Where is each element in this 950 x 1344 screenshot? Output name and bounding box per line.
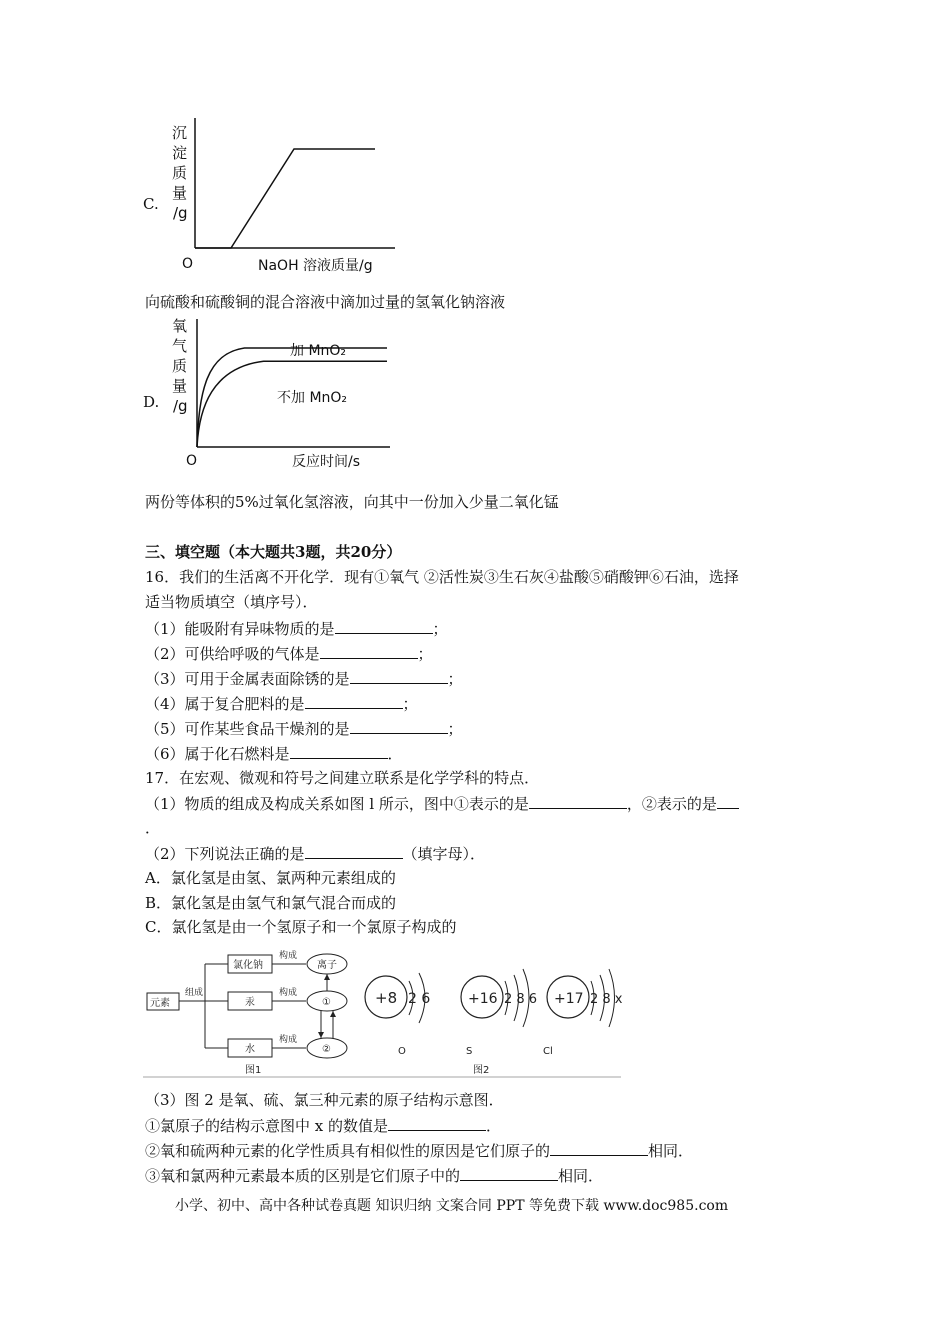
chart-c-caption: 向硫酸和硫酸铜的混合溶液中滴加过量的氢氧化钠溶液 [145,293,506,311]
sulfur-nucleus-charge: +16 [468,991,498,1007]
chart-d-origin: O [186,453,198,469]
q16-item-text: （6）属于化石燃料是 [145,745,290,763]
section-heading: 三、填空题（本大题共3题，共20分） [145,543,402,561]
q16-stem-line2: 适当物质填空（填序号）． [145,593,318,611]
answer-blank[interactable] [529,793,627,809]
q17-sub2 [145,1140,693,1161]
chart-d-ylabel-char: 量 [172,377,188,395]
answer-blank[interactable] [335,618,433,634]
answer-blank[interactable] [717,793,739,809]
answer-blank[interactable] [305,693,403,709]
chart-d-ylabel-char: 质 [172,357,188,375]
q17-stem: 17．在宏观、微观和符号之间建立联系是化学学科的特点． [145,769,540,787]
q17-option-b: B．氯化氢是由氢气和氯气混合而成的 [145,894,397,912]
chlorine-symbol: Cl [543,1046,553,1057]
chlorine-shells: 2 8 x [590,992,623,1007]
q16-item-text: （5）可作某些食品干燥剂的是 [145,720,350,738]
q16-item-6 [145,743,403,764]
q17-option-a: A．氯化氢是由氢、氯两种元素组成的 [145,869,396,887]
chart-c-ylabel-char: /g [173,204,188,222]
q17-part3: （3）图 2 是氧、硫、氯三种元素的原子结构示意图． [145,1091,504,1109]
q17-part2-text: （2）下列说法正确的是 [145,845,305,863]
q16-item-text: （2）可供给呼吸的气体是 [145,645,320,663]
oxygen-shells: 2 6 [408,991,431,1007]
q17-sub1 [145,1115,501,1136]
figure-1-and-2 [143,945,623,1080]
hg-label: 汞 [245,997,255,1008]
construct-label: 构成 [279,988,298,998]
q17-part1-end: ． [145,819,161,837]
circle-1-label: ① [322,997,331,1008]
chart-d-xlabel: 反应时间/s [292,454,361,470]
chart-c-xlabel: NaOH 溶液质量/g [258,258,373,274]
chart-c-ylabel-char: 淀 [172,144,188,162]
answer-blank[interactable] [550,1140,648,1156]
oxygen-nucleus-charge: +8 [375,989,398,1007]
chart-c-ylabel-char: 量 [172,184,188,202]
oxygen-symbol: O [398,1046,406,1057]
answer-blank[interactable] [350,668,448,684]
chart-c [160,112,400,282]
ion-label: 离子 [317,960,337,971]
q16-item-end: ； [402,695,418,713]
q16-item-end: ； [447,720,463,738]
circle-2-label: ② [322,1044,331,1055]
figure-2 [365,969,623,1076]
chart-d-ylabel [172,317,188,415]
option-c-label: C. [143,195,159,213]
q17-option-c: C．氯化氢是由一个氢原子和一个氯原子构成的 [145,918,457,936]
sulfur-shells: 2 8 6 [504,992,538,1007]
q16-item-end: ； [447,670,463,688]
figure-2-caption: 图2 [473,1065,490,1076]
answer-blank[interactable] [290,743,388,759]
chart-d-ylabel-char: 气 [172,337,188,355]
compose-label: 组成 [185,988,204,998]
chlorine-nucleus-charge: +17 [554,991,584,1007]
chart-c-ylabel [172,124,188,222]
chart-c-origin: O [182,256,194,272]
q17-part2 [145,843,485,864]
answer-blank[interactable] [388,1115,486,1131]
chart-d-caption: 两份等体积的5%过氧化氢溶液，向其中一份加入少量二氧化锰 [145,493,559,511]
figure-1 [147,949,347,1076]
answer-blank[interactable] [320,643,418,659]
q16-item-text: （3）可用于金属表面除锈的是 [145,670,350,688]
q16-item-2 [145,643,433,664]
construct-label: 构成 [279,951,298,961]
page-footer: 小学、初中、高中各种试卷真题 知识归纳 文案合同 PPT 等免费下载 www.doc985.com [175,1198,729,1214]
q17-sub2-text: ②氧和硫两种元素的化学性质具有相似性的原因是它们原子的 [145,1142,551,1160]
q17-sub3 [145,1165,603,1186]
option-d-label: D. [143,393,160,411]
chart-d-lower-label: 不加 MnO₂ [277,390,348,406]
q16-item-text: （4）属于复合肥料的是 [145,695,305,713]
water-label: 水 [245,1044,255,1055]
chart-c-series-line [195,149,375,248]
chart-d-upper-label: 加 MnO₂ [290,343,347,359]
sulfur-symbol: S [466,1046,473,1057]
q17-part1 [145,793,739,814]
q16-item-end: ． [387,745,403,763]
element-label: 元素 [150,998,170,1009]
q17-sub2-end: 相同． [648,1142,694,1160]
nacl-label: 氯化钠 [233,960,263,971]
figure-1-caption: 图1 [245,1065,262,1076]
q16-item-text: （1）能吸附有异味物质的是 [145,620,335,638]
chart-d-ylabel-char: /g [173,397,188,415]
q16-stem-line1: 16．我们的生活离不开化学．现有①氧气 ②活性炭③生石灰④盐酸⑤硝酸钾⑥石油，选择 [145,568,739,586]
construct-label: 构成 [279,1035,298,1045]
chart-c-ylabel-char: 质 [172,164,188,182]
answer-blank[interactable] [305,843,403,859]
q17-part1-mid: ，②表示的是 [626,795,717,813]
q16-item-1 [145,618,448,639]
q17-sub3-text: ③氧和氯两种元素最本质的区别是它们原子中的 [145,1167,461,1185]
chart-c-ylabel-char: 沉 [172,124,188,142]
q17-sub3-end: 相同． [558,1167,604,1185]
q16-item-end: ； [417,645,433,663]
answer-blank[interactable] [460,1165,558,1181]
q17-part2-end: （填字母）． [402,845,486,863]
answer-blank[interactable] [350,718,448,734]
q17-sub1-end: ． [486,1117,502,1135]
q16-item-3 [145,668,463,689]
q16-item-5 [145,718,463,739]
q16-item-4 [145,693,418,714]
chart-d-ylabel-char: 氧 [172,317,188,335]
chart-d [160,315,400,475]
q16-item-end: ； [432,620,448,638]
q17-part1-text: （1）物质的组成及构成关系如图 l 所示，图中①表示的是 [145,795,529,813]
q17-sub1-text: ①氯原子的结构示意图中 x 的数值是 [145,1117,388,1135]
